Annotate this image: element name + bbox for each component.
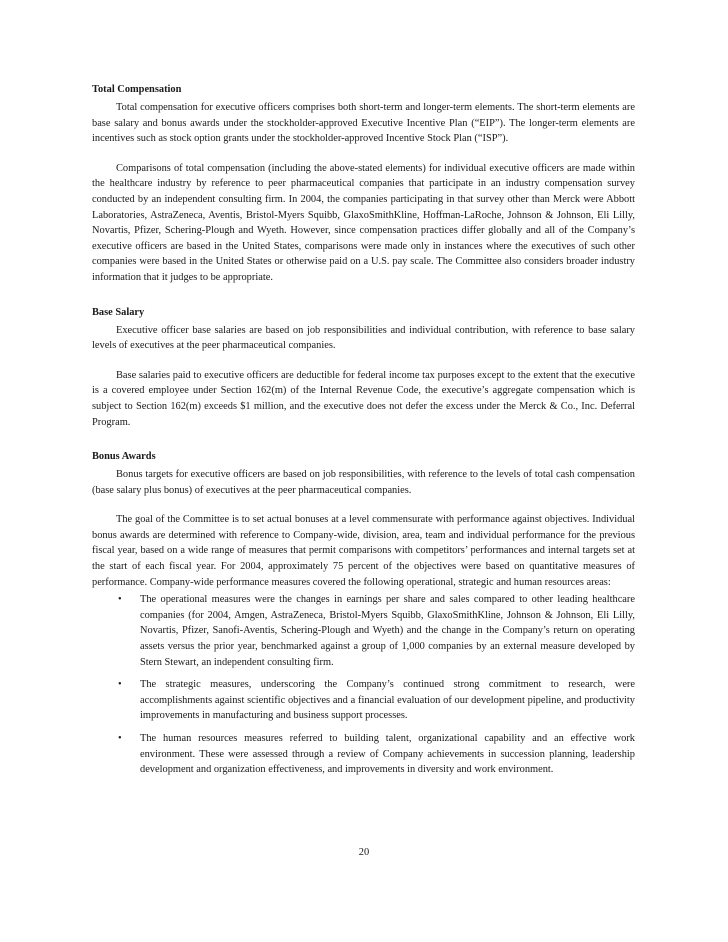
- bullet-text-operational: The operational measures were the changes in earnings per share and sales compared to other leading healthcare companies (for 2004, Amgen, AstraZeneca, Bristol-Myers Squibb, GlaxoSmithKline, Johnson & Johnson, Eli Lilly, Novartis, Pfizer, Sanofi-Aventis, Schering-Plough and Wyeth) and the change in the Company’s return on operating assets versus the prior year, benchmarked against a group of 1,000 companies by an external measure developed by Stern Stewart, an independent consulting firm.: [140, 594, 635, 668]
- bonus-awards-paragraph-1: Bonus targets for executive officers are based on job responsibilities, with reference to the levels of total cash compensation (base salary plus bonus) of executives at the peer pharmaceutical companies.: [92, 469, 635, 496]
- bonus-awards-paragraph-2: The goal of the Committee is to set actual bonuses at a level commensurate with performance against objectives. Individual bonus awards are determined with reference to Company-wide, division, area, team and individual performance for the previous fiscal year, based on a wide range of measures that permit comparisons with competitors’ performances and internal targets set at the start of each fiscal year. For 2004, approximately 75 percent of the objectives were based on quantitative measures of performance. Company-wide performance measures covered the following operational, strategic and human resources areas:: [92, 514, 635, 588]
- base-salary-paragraph-1: Executive officer base salaries are based on job responsibilities and individual contribution, with reference to base salary levels of executives at the peer pharmaceutical companies.: [92, 324, 635, 352]
- bullet-icon: •: [118, 679, 122, 691]
- bullet-icon: •: [118, 733, 122, 744]
- document-page: [92, 82, 635, 785]
- bullet-text-human-resources: The human resources measures referred to building talent, organizational capability and an effective work environment. These were assessed through a review of Company achievements in succession planning, leadership development and organization effectiveness, and improvements in diversity and work environment.: [140, 733, 635, 776]
- list-item: [92, 592, 635, 670]
- total-compensation-paragraph-2: Comparisons of total compensation (including the above-stated elements) for individual executive officers are made within the healthcare industry by reference to peer pharmaceutical companies that participate in an industry compensation survey conducted by an independent consulting firm. In 2004, the companies participating in that survey other than Merck were Abbott Laboratories, AstraZeneca, Aventis, Bristol-Myers Squibb, GlaxoSmithKline, Hoffman-LaRoche, Johnson & Johnson, Eli Lilly, Novartis, Pfizer, Schering-Plough and Wyeth. However, since compensation practices differ globally and all of the Company’s executive officers are based in the United States, comparisons were made only in instances where the executives of such other companies were based in the United States or otherwise paid on a U.S. pay scale. The Committee also considers broader industry information that it judges to be appropriate.: [92, 162, 635, 283]
- list-item: [92, 731, 635, 778]
- base-salary-paragraph-2: Base salaries paid to executive officers are deductible for federal income tax purposes except to the extent that the executive is a covered employee under Section 162(m) of the Internal Revenue Code, the executive’s aggregate compensation which is subject to Section 162(m) exceeds $1 million, and the executive does not defer the excess under the Merck & Co., Inc. Deferral Program.: [92, 369, 635, 428]
- section-heading-bonus-awards: Bonus Awards: [92, 451, 156, 463]
- list-item: [92, 677, 635, 724]
- section-heading-total-compensation: Total Compensation: [92, 84, 182, 95]
- page-number: 20: [358, 847, 370, 858]
- performance-measures-list: [92, 592, 635, 778]
- section-heading-base-salary: Base Salary: [92, 306, 145, 318]
- bullet-text-strategic: The strategic measures, underscoring the Company’s continued strong commitment to research, were accomplishments against scientific objectives and a financial evaluation of our development pipeline, and productivity improvements in manufacturing and business support processes.: [140, 679, 635, 722]
- bullet-icon: •: [118, 594, 122, 606]
- total-compensation-paragraph-1: Total compensation for executive officers comprises both short-term and longer-term elements. The short-term elements are base salary and bonus awards under the stockholder-approved Executive Incentive Plan (“EIP”). The longer-term elements are incentives such as stock option grants under the stockholder-approved Incentive Stock Plan (“ISP”).: [92, 102, 635, 145]
